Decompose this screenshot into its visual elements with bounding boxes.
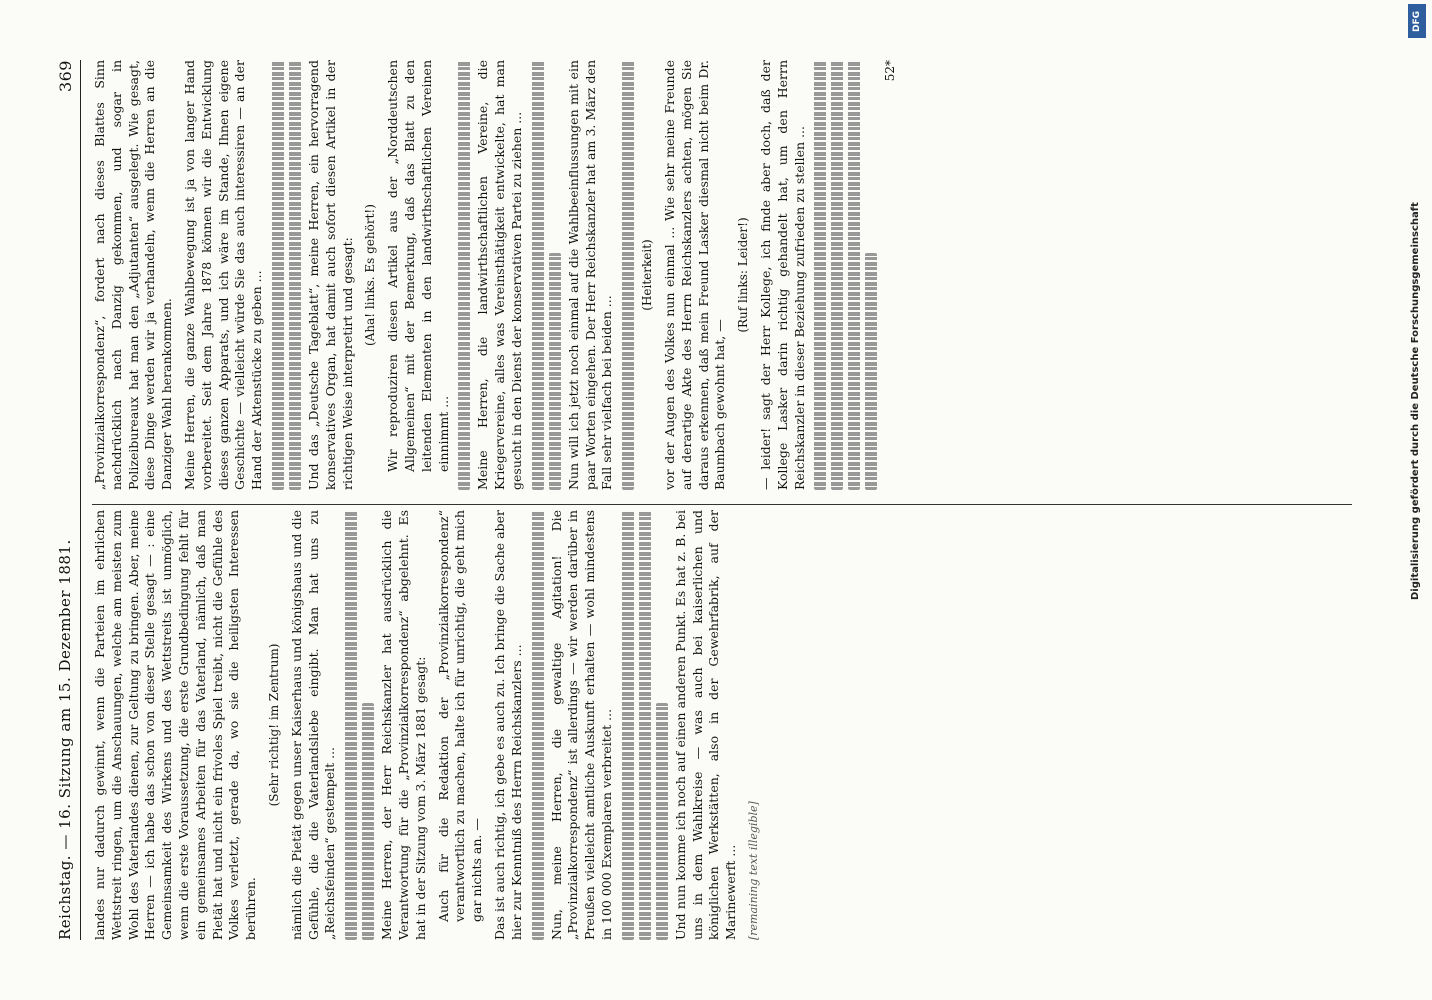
paragraph: — leider! sagt der Herr Kollege, ich finde aber doch, daß der Kollege Lasker darin richtig gehandelt hat, um den Herrn Reichskanzler in dieser Beziehung zufrieden zu stellen ... — [757, 60, 807, 490]
remark: (Ruf links: Leider!) — [736, 217, 751, 333]
paragraph: Meine Herren, die landwirthschaftlichen Vereine, die Kriegervereine, alles was Vereinsthätigkeit entwickelte, hat man gesucht in den Dienst der konservativen Partei zu ziehen ... — [475, 60, 524, 490]
illegible-line — [656, 704, 668, 941]
illegible-line — [622, 510, 634, 940]
dfg-logo: DFG — [1408, 4, 1426, 38]
paragraph: „Provinzialkorrespondenz“, fordert nach dieses Blattes Sinn nachdrücklich nach Danzig gekommen, und sogar in Polizeibureaux hat man den „Adjutanten“ ausgelegt. Wie gesagt, diese Dinge werden wir ja verhandeln, wenn die Herren an die Danziger Wahl herankommen. — [92, 60, 175, 490]
remark: (Heiterkeit) — [640, 239, 655, 311]
credit-strip — [1406, 0, 1428, 1000]
illegible-line — [272, 60, 284, 490]
paragraph: Nun will ich jetzt noch einmal auf die Wahlbeeinflussungen mit ein paar Worten eingehen. Der Herr Reichskanzler hat am 3. März den Fall sehr vielfach bei beiden ... — [565, 60, 615, 490]
illegible-line — [458, 60, 470, 490]
quote: Auch für die Redaktion der „Provinzialkorrespondenz“ verantwortlich zu machen, halte ich für unrichtig, die geht mich gar nichts an. — — [435, 510, 485, 922]
quote: Wir reproduziren diesen Artikel aus der „Norddeutschen Allgemeinen“ mit der Bemerkung, daß das Blatt zu den leitenden Elementen in den landwirthschaftlichen Vereinen einnimmt ... — [385, 60, 451, 472]
page-number: 369 — [56, 60, 75, 93]
illegible-line — [848, 60, 860, 490]
header-title: Reichstag. — 16. Sitzung am 15. Dezember 1881. — [56, 539, 74, 940]
illegible-note: [remaining text illegible] — [746, 801, 760, 940]
illegible-line — [362, 704, 374, 941]
paragraph: Meine Herren, die ganze Wahlbewegung ist ja von langer Hand vorbereitet. Seit dem Jahre 1878 können wir die Entwicklung dieses ganzen Apparats, und ich wäre im Stande, Ihnen eigene Geschichte — vielleicht würde Sie das auch interessiren — an der Hand der Aktenstücke zu geben ... — [181, 60, 265, 490]
illegible-line — [532, 60, 544, 490]
paragraph: vor der Augen des Volkes nun einmal ... Wie sehr meine Freunde auf derartige Akte des Herrn Reichskanzlers achten, mögen Sie daraus erkennen, daß mein Freund Lasker diesmal nicht beim Dr. Baumbach gewohnt hat, — — [661, 60, 728, 490]
header-rule — [80, 60, 81, 940]
illegible-line — [549, 254, 561, 491]
credit-text: Digitalisierung gefördert durch die Deutsche Forschungsgemeinschaft — [1410, 202, 1421, 600]
illegible-line — [814, 60, 826, 490]
right-column — [92, 60, 1372, 490]
illegible-line — [532, 510, 544, 940]
illegible-line — [289, 60, 301, 490]
illegible-line — [865, 254, 877, 491]
paragraph: Das ist auch richtig, ich gebe es auch zu. Ich bringe die Sache aber hier zur Kenntniß des Herrn Reichskanzlers ... — [491, 510, 524, 940]
illegible-line — [639, 510, 651, 940]
running-header — [56, 60, 78, 940]
paragraph: Und das „Deutsche Tageblatt“, meine Herren, ein hervorragend konservatives Organ, hat damit auch sofort diesen Artikel in der richtigen Weise interpretirt und gesagt: — [305, 60, 355, 490]
paragraph: Meine Herren, der Herr Reichskanzler hat ausdrücklich die Verantwortung für die „Provinzialkorrespondenz“ abgelehnt. Es hat in der Sitzung vom 3. März 1881 gesagt: — [379, 510, 428, 940]
paragraph: Nun, meine Herren, die gewaltige Agitation! Die „Provinzialkorrespondenz“ ist allerdings — wir werden darüber in Preußen vielleicht amtliche Auskunft erhalten — wohl mindestens in 100 000 Exemplaren verbreitet ... — [548, 510, 614, 940]
remark: (Sehr richtig! im Zentrum) — [266, 643, 281, 807]
left-column — [92, 510, 760, 940]
paragraph: Und nun komme ich noch auf einen anderen Punkt. Es hat z. B. bei uns in dem Wahlkreise — was auch bei kaiserlichen und königlichen Werkstätten, also in der Gewehrfabrik, auf der Marinewerft ... — [672, 510, 739, 940]
page-mark: 52* — [883, 60, 898, 82]
illegible-line — [345, 510, 357, 940]
remark: (Aha! links. Es gehört!) — [363, 204, 378, 346]
illegible-line — [622, 60, 634, 490]
paragraph: landes nur dadurch gewinnt, wenn die Parteien im ehrlichen Wettstreit ringen, um die Anschauungen, welche am meisten zum Wohl des Vaterlandes dienen, zur Geltung zu bringen. Aber, meine Herren — ich habe das schon von dieser Stelle gesagt — : eine Gemeinsamkeit des Wirkens und des Wettstreits ist unmöglich, wenn die erste Voraussetzung, die erste Grundbedingung fehlt für ein gemeinsames Arbeiten für das Vaterland, nämlich, daß man Pietät hat und nicht ein frivoles Spiel treibt, nicht die Gefühle des Volkes verletzt, gerade da, wo sie die heiligsten Interessen berühren. — [92, 510, 259, 940]
illegible-line — [831, 60, 843, 490]
column-divider — [92, 504, 1352, 505]
paragraph: nämlich die Pietät gegen unser Kaiserhaus und königshaus und die Gefühle, die die Vaterlandsliebe eingibt. Man hat uns zu „Reichsfeinden“ gestempelt ... — [288, 510, 338, 940]
